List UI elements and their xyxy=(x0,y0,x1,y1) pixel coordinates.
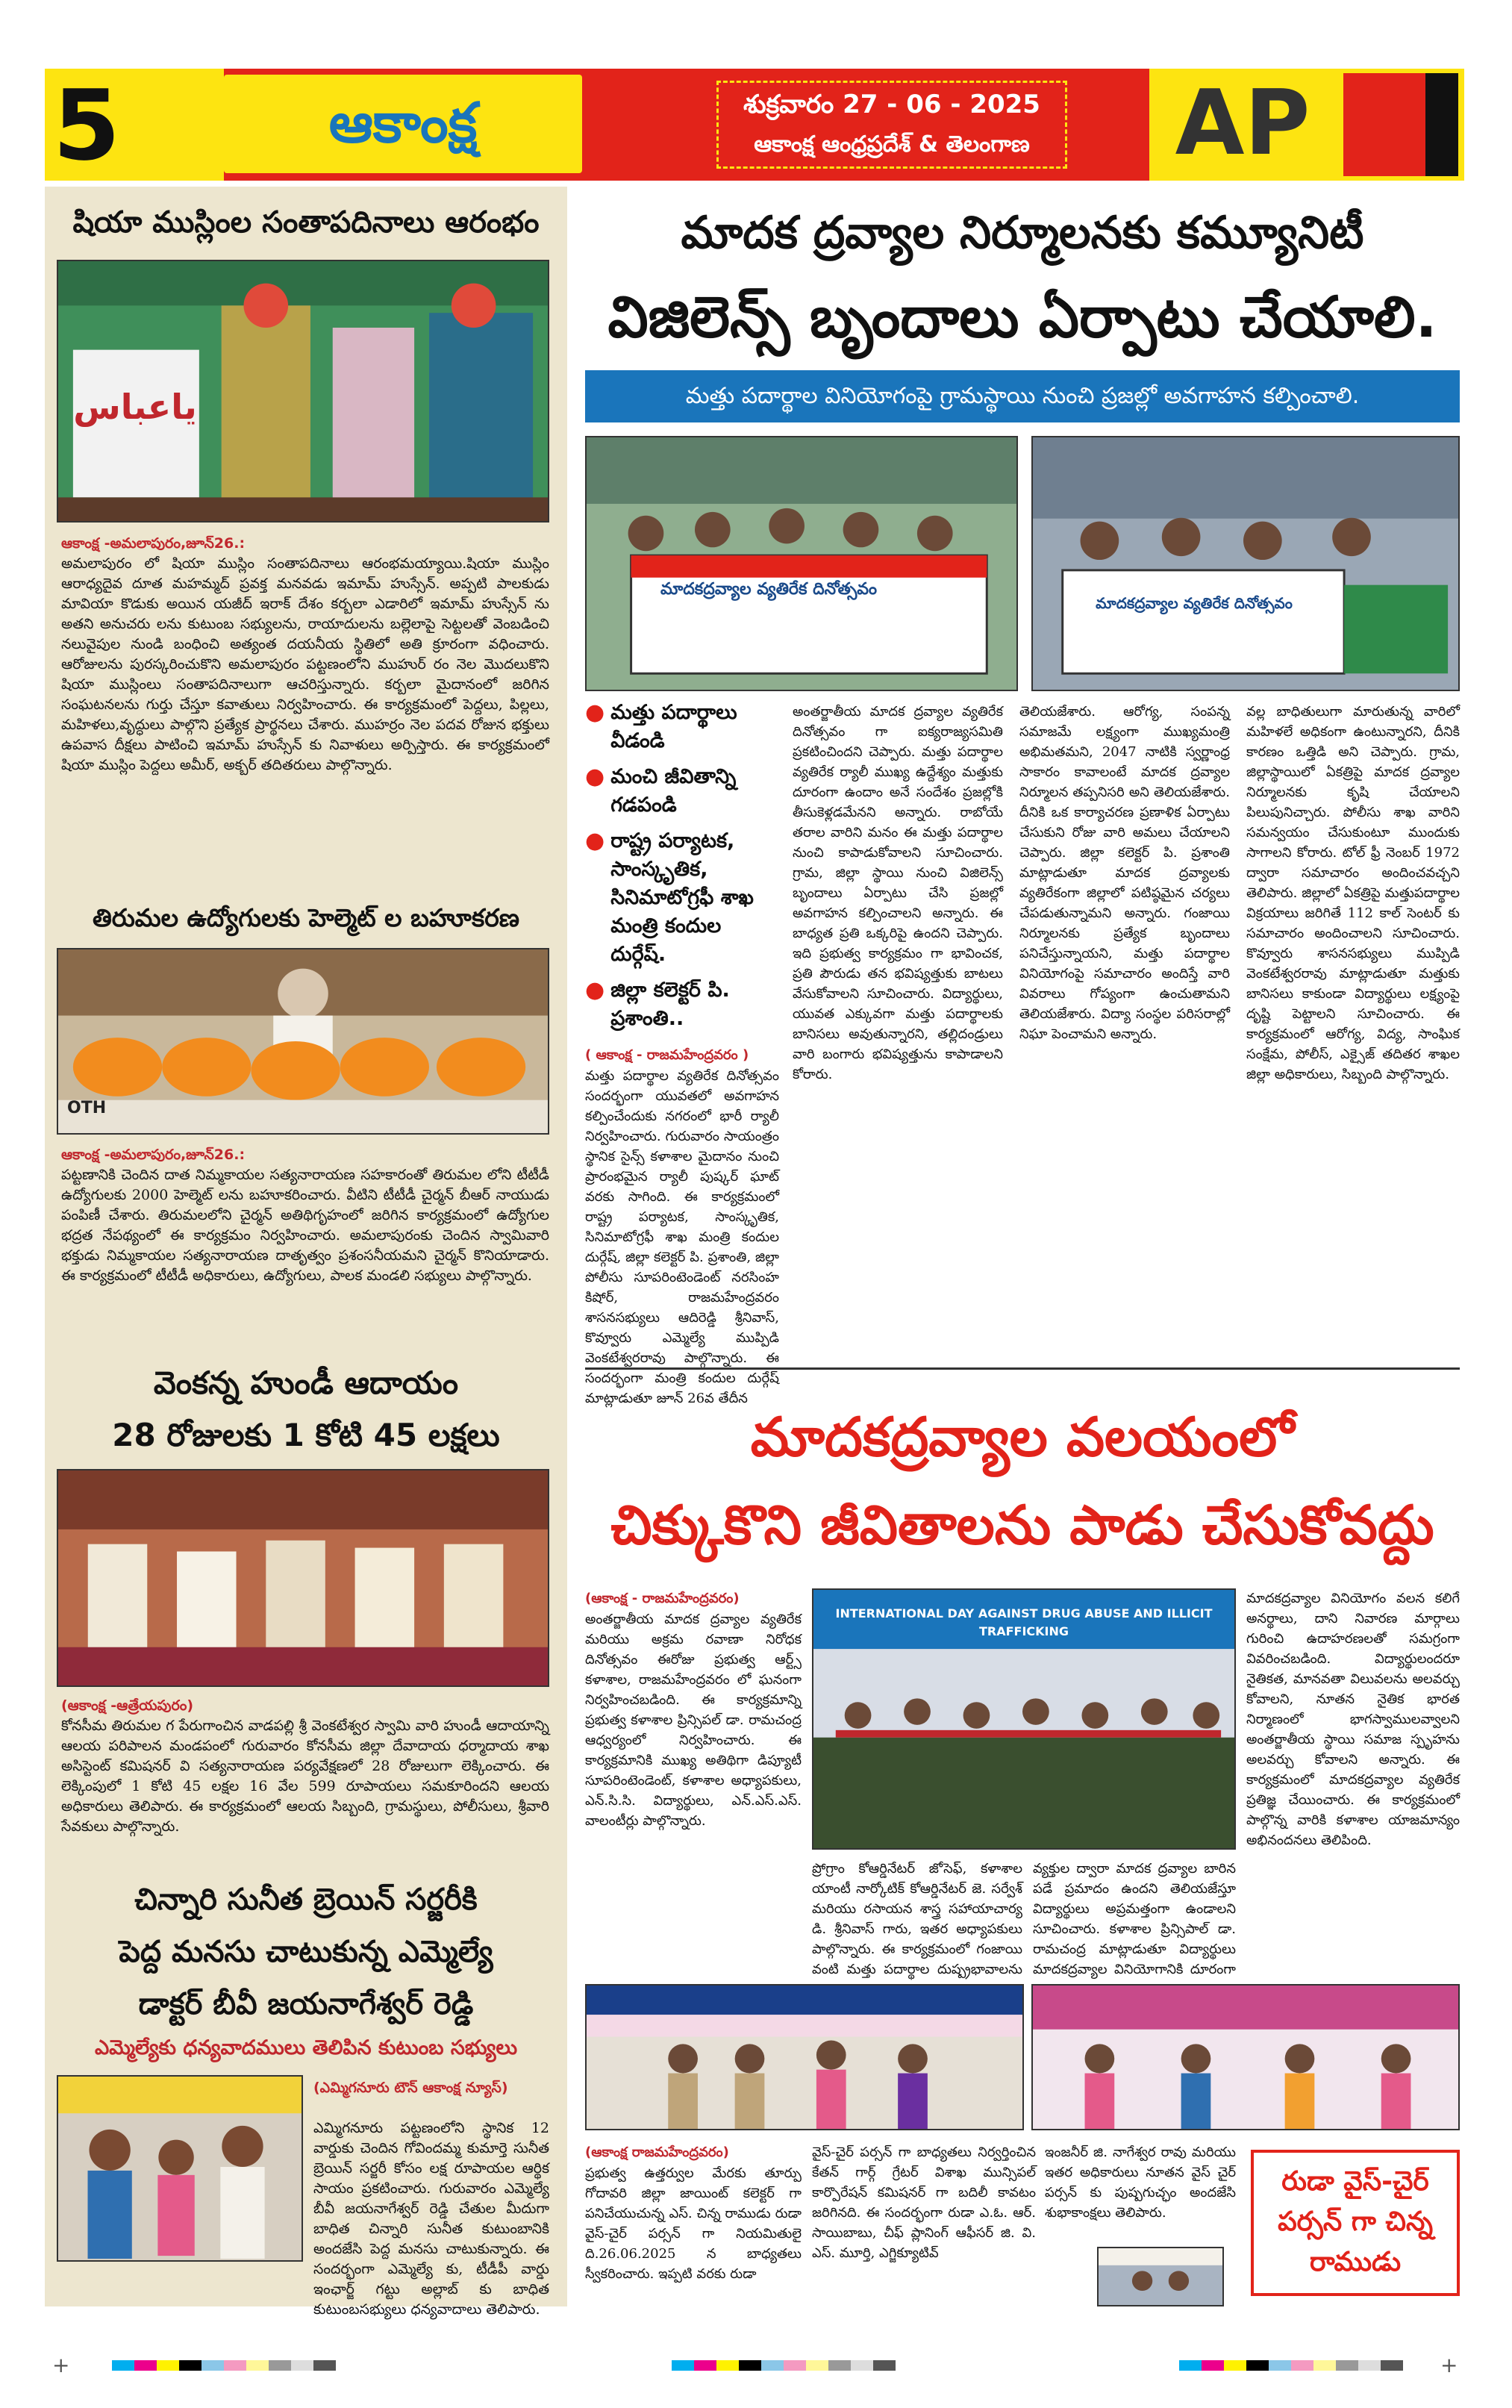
surgery-subtitle: ఎమ్మెల్యేకు ధన్యవాదములు తెలిపిన కుటుంబ సభ్యులు xyxy=(94,2036,518,2059)
bullet-dot: ● xyxy=(585,977,605,1003)
second-body-middle2: వ్యక్తుల ద్వారా మాదక ద్రవ్యాల బారిన పడే ప్రమాదం ఉందని తెలియజేస్తూ విద్యార్థులు అప్రమత్తంగా ఉండాలని సూచించారు. కళాశాల ప్రిన్సిపాల్ డా. రామచంద్ర మాట్లాడుతూ విద్యార్థులు మాదకద్రవ్యాల వినియోగానికి దూరంగా xyxy=(1033,1861,1236,1977)
edition-line: ఆకాంక్ష ఆంధ్రప్రదేశ్ & తెలంగాణ xyxy=(754,131,1030,157)
shia-title: షియా ముస్లింల సంతాపదినాలు ఆరంభం xyxy=(72,205,540,240)
bullet-text: రాష్ట్ర పర్యాటక, సాంస్కృతిక, సినిమాటోగ్రఫీ శాఖ మంత్రి కందుల దుర్గేష్. xyxy=(610,829,754,966)
surgery-title-line1: చిన్నారి సునీత బ్రెయిన్ సర్జరీకి xyxy=(134,1883,478,1917)
shia-body: అమలాపురం లో షియా ముస్లిం సంతాపదినాలు ఆరంభమయ్యాయి.షియా ముస్లిం ఆరాధ్యదైవ దూత మహమ్మద్ ప్రవక్త మనవడు ఇమామ్ హుస్సేన్. అప్పటి పాలకుడు మావియా కొడుకు అయిన యజీద్ ఇరాక్ దేశం కర్బలా ఎడారిలో ఇమామ్ హుస్సేన్ ను అతని అనుచరు లను కుటుంబ సభ్యులను, రాయాదులను బల్లెలాపై సెట్టలతో వెంబడించి నలువైపుల నుండి బంధించి అత్యంత దయనీయ స్థితిలో అతి క్రూరంగా వధించారు. ఆరోజులను పురస్కరించుకొని అమలాపురం పట్టణంలోని ముహుర్ రం నెల మొదలుకొని షియా ముస్లింలు సంతాపదినాలుగా ఆచరిస్తున్నారు. కర్బలా మైదానంలో జరిగిన సంఘటనలను గుర్తు చేస్తూ కవాతులు నిర్వహించారు. ఈ కార్యక్రమంలో పెద్దలు, పిల్లలు, మహిళలు,వృద్ధులు పాల్గొని ప్రత్యేక ప్రార్థనలు చేశారు. ముహర్రం నెల పదవ రోజున భక్తులు ఉపవాస దీక్షలు పాటించి ఇమామ్ హుస్సేన్ కు నివాళులు అర్పిస్తారు. ఈ కార్యక్రమంలో షియా ముస్లిం పెద్దలు అమీర్, అక్బర్ తదితరులు పాల్గొన్నారు. xyxy=(61,555,549,773)
main-subheadline: మత్తు పదార్థాల వినియోగంపై గ్రామస్థాయి నుంచి ప్రజల్లో అవగాహన కల్పించాలి. xyxy=(585,370,1460,422)
flag-red xyxy=(1343,73,1425,176)
hundi-title-line2: 28 రోజులకు 1 కోటి 45 లక్షలు xyxy=(112,1417,500,1453)
story-divider xyxy=(585,1367,1460,1370)
region-code: AP xyxy=(1175,72,1310,175)
ruda-box-title: రుడా వైస్-చైర్ పర్సన్ గా చిన్న రాముడు xyxy=(1278,2166,1433,2277)
helmets-photo xyxy=(57,948,549,1135)
bullet-item xyxy=(585,827,779,969)
shia-dateline: ఆకాంక్ష -అమలాపురం,జూన్26.: xyxy=(61,535,246,552)
helmets-title: తిరుమల ఉద్యోగులకు హెల్మెట్ ల బహూకరణ xyxy=(92,903,520,932)
main-dateline: ( ఆకాంక్ష - రాజమహేంద్రవరం ) xyxy=(585,1047,749,1063)
bullet-item xyxy=(585,976,779,1033)
second-dateline: (ఆకాంక్ష - రాజమహేంద్రవరం) xyxy=(585,1591,740,1606)
helmets-body: పట్టణానికి చెందిన దాత నిమ్మకాయల సత్యనారాయణ సహకారంతో తిరుమల లోని టీటీడీ ఉద్యోగులకు 2000 హెల్మెట్ లను బహూకరించారు. వీటిని టీటీడీ చైర్మన్ బీఆర్ నాయుడు పంపిణీ చేశారు. తిరుమలలోని చైర్మన్ అతిథిగృహంలో జరిగిన కార్యక్రమంలో ఉద్యోగుల భద్రత నేపథ్యంలో ఈ కార్యక్రమం నిర్వహించారు. అమలాపురంకు చెందిన స్వామివారి భక్తుడు నిమ్మకాయల సత్యనారాయణ దాతృత్వం ప్రశంసనీయమని చైర్మన్ కొనియాడారు. ఈ కార్యక్రమంలో టీటీడీ అధికారులు, ఉద్యోగులు, పాలక మండలి సభ్యులు పాల్గొన్నారు. xyxy=(61,1167,549,1284)
main-body-col2: అంతర్జాతీయ మాదక ద్రవ్యాల వ్యతిరేక దినోత్సవం గా ఐక్యరాజ్యసమితి ప్రకటించిందని చెప్పారు. మత్తు పదార్థాల వ్యతిరేక ర్యాలీ ముఖ్య ఉద్దేశ్యం మత్తుకు దూరంగా ఉందాం అనే సందేశం ప్రజల్లోకి తీసుకెళ్లడమేనని అన్నారు. రాబోయే తరాల వారిని మనం ఈ మత్తు పదార్థాల నుంచి కాపాడుకోవాలని సూచించారు. గ్రామ, జిల్లా స్థాయి నుంచి విజిలెన్స్ బృందాలు ఏర్పాటు చేసి ప్రజల్లో అవగాహన కల్పించాలని అన్నారు. ఈ బాధ్యత ప్రతి ఒక్కరిపై ఉందని చెప్పారు. ఇది ప్రభుత్వ కార్యక్రమం గా భావించక, ప్రతి పౌరుడు తన భవిష్యత్తుకు బాటలు వేసుకోవాలని సూచించారు. విద్యార్థులు, యువత ఎక్కువగా మత్తు పదార్థాలకు బానిసలు అవుతున్నారని, తల్లిదండ్రులు వారి బంగారు భవిష్యత్తును కాపాడాలని కోరారు. xyxy=(793,704,1003,1082)
bullet-dot: ● xyxy=(585,764,605,790)
helmets-brand: OTH xyxy=(67,1099,107,1117)
second-banner-caption: INTERNATIONAL DAY AGAINST DRUG ABUSE AND ILLICIT TRAFFICKING xyxy=(835,1606,1213,1638)
ruda-body-col1: ప్రభుత్వ ఉత్తర్వుల మేరకు తూర్పు గోదావరి జిల్లా జాయింట్ కలెక్టర్ గా పనిచేయుచున్న ఎస్. చిన్న రాముడు రుడా వైస్-చైర్ పర్సన్ గా నియమితులై ది.26.06.2025 న బాధ్యతలు స్వీకరించారు. ఇప్పటి వరకు రుడా xyxy=(585,2165,802,2282)
main-body-col4: వల్ల బాధితులుగా మారుతున్న వారిలో మహిళలే అధికంగా ఉంటున్నారని, దీనికి కారణం ఒత్తిడి అని చెప్పారు. గ్రామ, జిల్లాస్థాయిలో ఏకత్రిపై మాదక ద్రవ్యాల నిర్మూలనకు కృషి చేయాలని పిలుపునిచ్చారు. పోలీసు శాఖ వారిని సమన్వయం చేసుకుంటూ ముందుకు సాగాలని కోరారు. టోల్ ఫ్రీ నెంబర్ 1972 ద్వారా సమాచారం అందించవచ్చని తెలిపారు. జిల్లాలో ఏకత్రిపై మత్తుపదార్థాల విక్రయాలు జరిగితే 112 కాల్ సెంటర్ కు సమాచారం అందించాలని సూచించారు. కొవ్వూరు శాసనసభ్యులు ముప్పిడి వెంకటేశ్వరరావు మాట్లాడుతూ మత్తుకు బానిసలు కాకుండా విద్యార్థులు లక్ష్యంపై దృష్టి పెట్టాలని సూచించారు. ఈ కార్యక్రమంలో ఆరోగ్య, విద్య, సాంఘిక సంక్షేమ, పోలీస్, ఎక్సైజ్ తదితర శాఖల జిల్లా అధికారులు, సిబ్బంది పాల్గొన్నారు. xyxy=(1246,704,1460,1082)
color-bar xyxy=(1179,2360,1403,2371)
second-body-right: మాదకద్రవ్యాల వినియోగం వలన కలిగే అనర్థాలు, దాని నివారణ మార్గాలు గురించి ఉదాహరణలతో సమగ్రంగా వివరించబడింది. విద్యార్థులందరూ నైతికత, మానవతా విలువలను అలవర్చు కోవాలని, నూతన నైతిక భారత నిర్మాణంలో భాగస్వాములవ్వాలని అంతర్జాతీయ స్థాయి సమాజ స్పృహను అలవర్చు కోవాలని అన్నారు. ఈ కార్యక్రమంలో మాదకద్రవ్యాల వ్యతిరేక ప్రతిజ్ఞ చేయించారు. ఈ కార్యక్రమంలో పాల్గొన్న వారికి కళాశాల యాజమాన్యం అభినందనలు తెలిపింది. xyxy=(1246,1591,1460,1848)
color-bar xyxy=(112,2360,336,2371)
surgery-dateline: (ఎమ్మిగనూరు టౌన్ ఆకాంక్ష న్యూస్) xyxy=(313,2080,508,2096)
main-photo-left xyxy=(585,436,1018,691)
ruda-body-col3: ఇంజనీర్ జి. నాగేశ్వర రావు మరియు ఇతర అధికారులు నూతన వైస్ చైర్ పర్సన్ కు పుష్పగుచ్ఛం అందజేసి శుభాకాంక్షలు తెలిపారు. xyxy=(1045,2145,1236,2221)
main-body-col3: తెలియజేశారు. ఆరోగ్య, సంపన్న సమాజమే లక్ష్యంగా ముఖ్యమంత్రి అభిమతమని, 2047 నాటికి స్వర్ణాంధ్ర సాకారం కావాలంటే మాదక ద్రవ్యాల నిర్మూలన తప్పనిసరి అని తెలియజేశారు. దీనికి ఒక కార్యాచరణ ప్రణాళిక ఏర్పాటు చేసుకుని రోజు వారి అమలు చేయాలని చెప్పారు. జిల్లా కలెక్టర్ పి. ప్రశాంతి మాట్లాడుతూ మాదక ద్రవ్యాలకు వ్యతిరేకంగా జిల్లాలో పటిష్ఠమైన చర్యలు చేపడుతున్నామని అన్నారు. గంజాయి నిర్మూలనకు ప్రత్యేక బృందాలు పనిచేస్తున్నాయని, మత్తు పదార్థాల వినియోగంపై సమాచారం అందిస్తే వారి వివరాలు గోప్యంగా ఉంచుతామని తెలియజేశారు. విద్యా సంస్థల పరిసరాల్లో నిఘా పెంచామని అన్నారు. xyxy=(1019,704,1230,1042)
main-photo-right xyxy=(1031,436,1460,691)
ruda-photo xyxy=(1097,2247,1224,2306)
hundi-title-line1: వెంకన్న హుండీ ఆదాయం xyxy=(153,1364,459,1401)
register-mark: + xyxy=(52,2353,70,2377)
surgery-body: ఎమ్మిగనూరు పట్టణంలోని స్థానిక 12 వార్డుకు చెందిన గోవిందమ్మ కుమార్తె సునీత బ్రెయిన్ సర్జరీ కోసం లక్ష రూపాయల ఆర్థిక సాయం ప్రకటించారు. గురువారం ఎమ్మెల్యే బీవీ జయనాగేశ్వర్ రెడ్డి చేతుల మీదుగా బాధిత చిన్నారి సునీత కుటుంబానికి అందజేసి పెద్ద మనసు చాటుకున్నారు. ఈ సందర్భంగా ఎమ్మెల్యే కు, టీడీపీ వార్డు ఇంఛార్జ్ గట్టు అల్లాబ్ కు బాధిత కుటుంబసభ్యులు ధన్యవాదాలు తెలిపారు. xyxy=(313,2120,549,2318)
date-line: శుక్రవారం 27 - 06 - 2025 xyxy=(743,90,1040,119)
surgery-photo xyxy=(57,2075,303,2262)
hundi-photo xyxy=(57,1469,549,1687)
surgery-title-line2: పెద్ద మనసు చాటుకున్న ఎమ్మెల్యే xyxy=(119,1935,493,1969)
main-banner-text-right: మాదకద్రవ్యాల వ్యతిరేక దినోత్సవం xyxy=(1096,594,1293,612)
main-bullets xyxy=(585,699,779,1042)
main-headline-line2: విజిలెన్స్ బృందాలు ఏర్పాటు చేయాలి. xyxy=(607,284,1437,350)
second-photo-bottom-left xyxy=(585,1984,1024,2130)
ruda-body-col2: వైస్-చైర్ పర్సన్ గా బాధ్యతలు నిర్వర్తించిన కేతన్ గార్గ్ గ్రేటర్ విశాఖ మున్సిపల్ కార్పొరేషన్ కమిషనర్ గా బదిలీ కావటం జరిగినది. ఈ సందర్భంగా రుడా ఎ.ఓ. ఆర్. సాయిబాబు, చీఫ్ ప్లానింగ్ ఆఫీసర్ జి. వి. ఎస్. మూర్తి, ఎగ్జిక్యూటివ్ xyxy=(812,2145,1036,2261)
hundi-dateline: (ఆకాంక్ష -ఆత్రేయపురం) xyxy=(61,1697,194,1714)
second-headline-line2: చిక్కుకొని జీవితాలను పాడు చేసుకోవద్దు xyxy=(610,1494,1434,1556)
color-bar xyxy=(672,2360,896,2371)
main-banner-text-left: మాదకద్రవ్యాల వ్యతిరేక దినోత్సవం xyxy=(660,580,878,599)
bullet-dot: ● xyxy=(585,699,605,726)
bullet-text: మత్తు పదార్థాలు వీడండి xyxy=(610,701,737,752)
logo-text: ఆకాంక్ష xyxy=(328,91,478,155)
bullet-text: జిల్లా కలెక్టర్ పి. ప్రశాంతి.. xyxy=(610,979,730,1030)
helmets-dateline: ఆకాంక్ష -అమలాపురం,జూన్26.: xyxy=(61,1147,246,1163)
flag-black xyxy=(1425,73,1458,176)
shia-banner-text: یاعباس xyxy=(73,387,197,427)
register-mark: + xyxy=(1440,2353,1458,2377)
main-body-col1: మత్తు పదార్థాల వ్యతిరేక దినోత్సవం సందర్భంగా యువతలో అవగాహన కల్పించేందుకు నగరంలో భారీ ర్యాలీ నిర్వహించారు. గురువారం సాయంత్రం స్థానిక సైన్స్ కళాశాల మైదానం నుంచి ప్రారంభమైన ర్యాలీ పుష్కర్ ఘాట్ వరకు సాగింది. ఈ కార్యక్రమంలో రాష్ట్ర పర్యాటక, సాంస్కృతిక, సినిమాటోగ్రఫీ శాఖ మంత్రి కందుల దుర్గేష్, జిల్లా కలెక్టర్ పి. ప్రశాంతి, జిల్లా పోలీసు సూపరింటెండెంట్ నరసింహ కిషోర్, రాజమహేంద్రవరం శాసనసభ్యులు ఆదిరెడ్డి శ్రీనివాస్, కొవ్వూరు ఎమ్మెల్యే ముప్పిడి వెంకటేశ్వరరావు పాల్గొన్నారు. ఈ సందర్భంగా మంత్రి కందుల దుర్గేష్ మాట్లాడుతూ జూన్ 26వ తేదీన xyxy=(585,1068,779,1406)
bullet-text: మంచి జీవితాన్ని గడపండి xyxy=(610,765,737,817)
page-number: 5 xyxy=(52,69,121,182)
hundi-body: కోనసీమ తిరుమల గ పేరుగాంచిన వాడపల్లి శ్రీ వెంకటేశ్వర స్వామి వారి హుండీ ఆదాయాన్ని ఆలయ పరిపాలన మండపంలో గురువారం కోనసీమ జిల్లా దేవాదాయ ధర్మాదాయ శాఖ అసిస్టెంట్ కమిషనర్ వి సత్యనారాయణ పర్యవేక్షణలో 28 రోజులుగా లెక్కించారు. ఈ లెక్కింపులో 1 కోటి 45 లక్షల 16 వేల 599 రూపాయలు సమకూరిందని ఆలయ అధికారులు తెలిపారు. ఈ కార్యక్రమంలో ఆలయ సిబ్బంది, గ్రామస్థులు, పోలీసులు, శ్రీవారి సేవకులు పాల్గొన్నారు. xyxy=(61,1718,549,1835)
bullet-dot: ● xyxy=(585,828,605,854)
ruda-dateline: (ఆకాంక్ష రాజమహేంద్రవరం) xyxy=(585,2145,729,2160)
second-headline-line1: మాదకద్రవ్యాల వలయంలో xyxy=(750,1406,1295,1468)
second-body-left: అంతర్జాతీయ మాదక ద్రవ్యాల వ్యతిరేక మరియు అక్రమ రవాణా నిరోధక దినోత్సవం ఈరోజు ప్రభుత్వ ఆర్ట్స్ కళాశాల, రాజమహేంద్రవరం లో ఘనంగా నిర్వహించబడింది. ఈ కార్యక్రమాన్ని ప్రభుత్వ కళాశాల ప్రిన్సిపల్ డా. రామచంద్ర ఆధ్వర్యంలో నిర్వహించారు. ఈ కార్యక్రమానికి ముఖ్య అతిథిగా డిప్యూటీ సూపరింటెండెంట్, కళాశాల అధ్యాపకులు, ఎన్.సి.సి. విద్యార్థులు, ఎన్.ఎస్.ఎస్. వాలంటీర్లు పాల్గొన్నారు. xyxy=(585,1612,802,1829)
bullet-item xyxy=(585,763,779,820)
bullet-item xyxy=(585,699,779,755)
second-body-middle: ప్రోగ్రాం కోఆర్డినేటర్ జోసెఫ్, కళాశాల యాంటీ నార్కోటిక్ కోఆర్డినేటర్ జె. సర్వేశ్ మరియు రసాయన శాస్త్ర సహాయాచార్య డి. శ్రీనివాస్ గారు, ఇతర అధ్యాపకులు పాల్గొన్నారు. ఈ కార్యక్రమంలో గంజాయి వంటి మత్తు పదార్థాల దుష్ప్రభావాలను xyxy=(812,1861,1022,1977)
second-photo-bottom-right xyxy=(1031,1984,1460,2130)
surgery-title-line3: డాక్టర్ బీవీ జయనాగేశ్వర్ రెడ్డి xyxy=(138,1987,474,2021)
main-headline-line1: మాదక ద్రవ్యాల నిర్మూలనకు కమ్యూనిటీ xyxy=(681,207,1364,259)
